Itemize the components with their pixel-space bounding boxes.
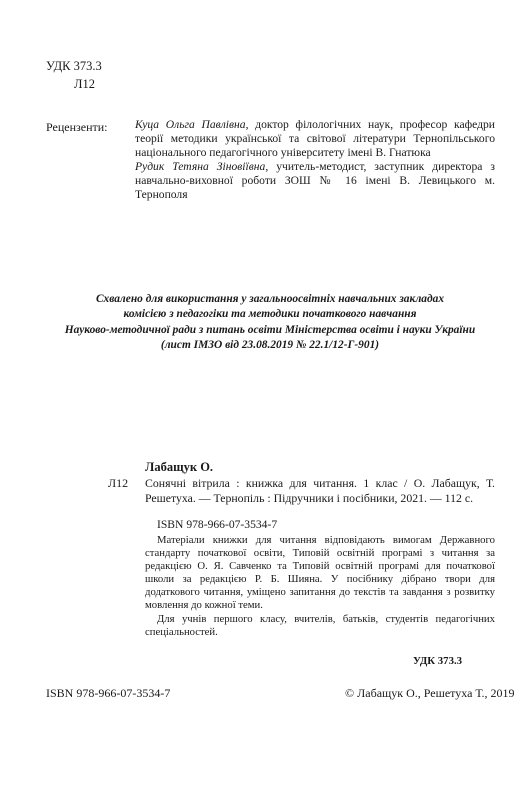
reviewer-2-details: , учитель-методист, заступник директора з навчально-виховної роботи ЗОШ № 16 імені В. Левицького м. Тернополя	[135, 160, 495, 202]
reviewer-2-name: Рудик Тетяна Зіновіївна	[135, 160, 266, 173]
approval-line-1: Схвалено для використання у загальноосвітніх навчальних закладах	[95, 293, 445, 305]
annotation-paragraph-2: Для учнів першого класу, вчителів, батьків, студентів педагогічних спеціальностей.	[145, 612, 495, 638]
footer-isbn: ISBN 978-966-07-3534-7	[46, 686, 171, 700]
footer-copyright: © Лабащук О., Решетуха Т., 2019	[345, 686, 515, 700]
udk-block	[46, 57, 102, 93]
reviewer-1	[135, 118, 495, 161]
approval-line-3: Науково-методичної ради з питань освіти Міністерства освіти і науки України	[64, 323, 476, 336]
udk-right: УДК 373.3	[413, 655, 463, 667]
catalog-mark: Л12	[108, 476, 129, 490]
author-mark: Л12	[74, 77, 95, 91]
annotation	[145, 534, 495, 639]
annotation-paragraph-1: Матеріали книжки для читання відповідають вимогам Державного стандарту початкової освіти, Типовій освітній програмі з читання за редакцією О. Я. Савченко та Типовій освітній програмі для початкової школи за редакцією Р. Б. Шияна. У посібнику дібрано твори для додаткового читання, уміщено запитання до текстів та завдання з розвитку мовлення до кожної теми.	[145, 534, 495, 612]
reviewer-1-name: Куца Ольга Павлівна	[135, 118, 246, 131]
udk-code: УДК 373.3	[46, 59, 102, 73]
catalog-description: Сонячні вітрила : книжка для читання. 1 клас / О. Лабащук, Т. Решетуха. — Тернопіль : Підручники і посібники, 2021. — 112 с.	[145, 476, 495, 505]
reviewers-label: Рецензенти:	[46, 120, 108, 134]
reviewer-2	[135, 160, 495, 203]
approval-line-2: комісією з педагогіки та методики початкового навчання	[123, 308, 417, 321]
approval-line-4: (лист ІМЗО від 23.08.2019 № 22.1/12-Г-901)	[160, 338, 380, 351]
approval-block	[40, 292, 500, 353]
reviewer-1-details: , доктор філологічних наук, професор кафедри теорії методики української та світової літератури Тернопільського національного педагогічного університету імені В. Гнатюка	[135, 118, 495, 160]
catalog-isbn: ISBN 978-966-07-3534-7	[157, 518, 278, 531]
catalog-author: Лабащук О.	[145, 460, 214, 474]
